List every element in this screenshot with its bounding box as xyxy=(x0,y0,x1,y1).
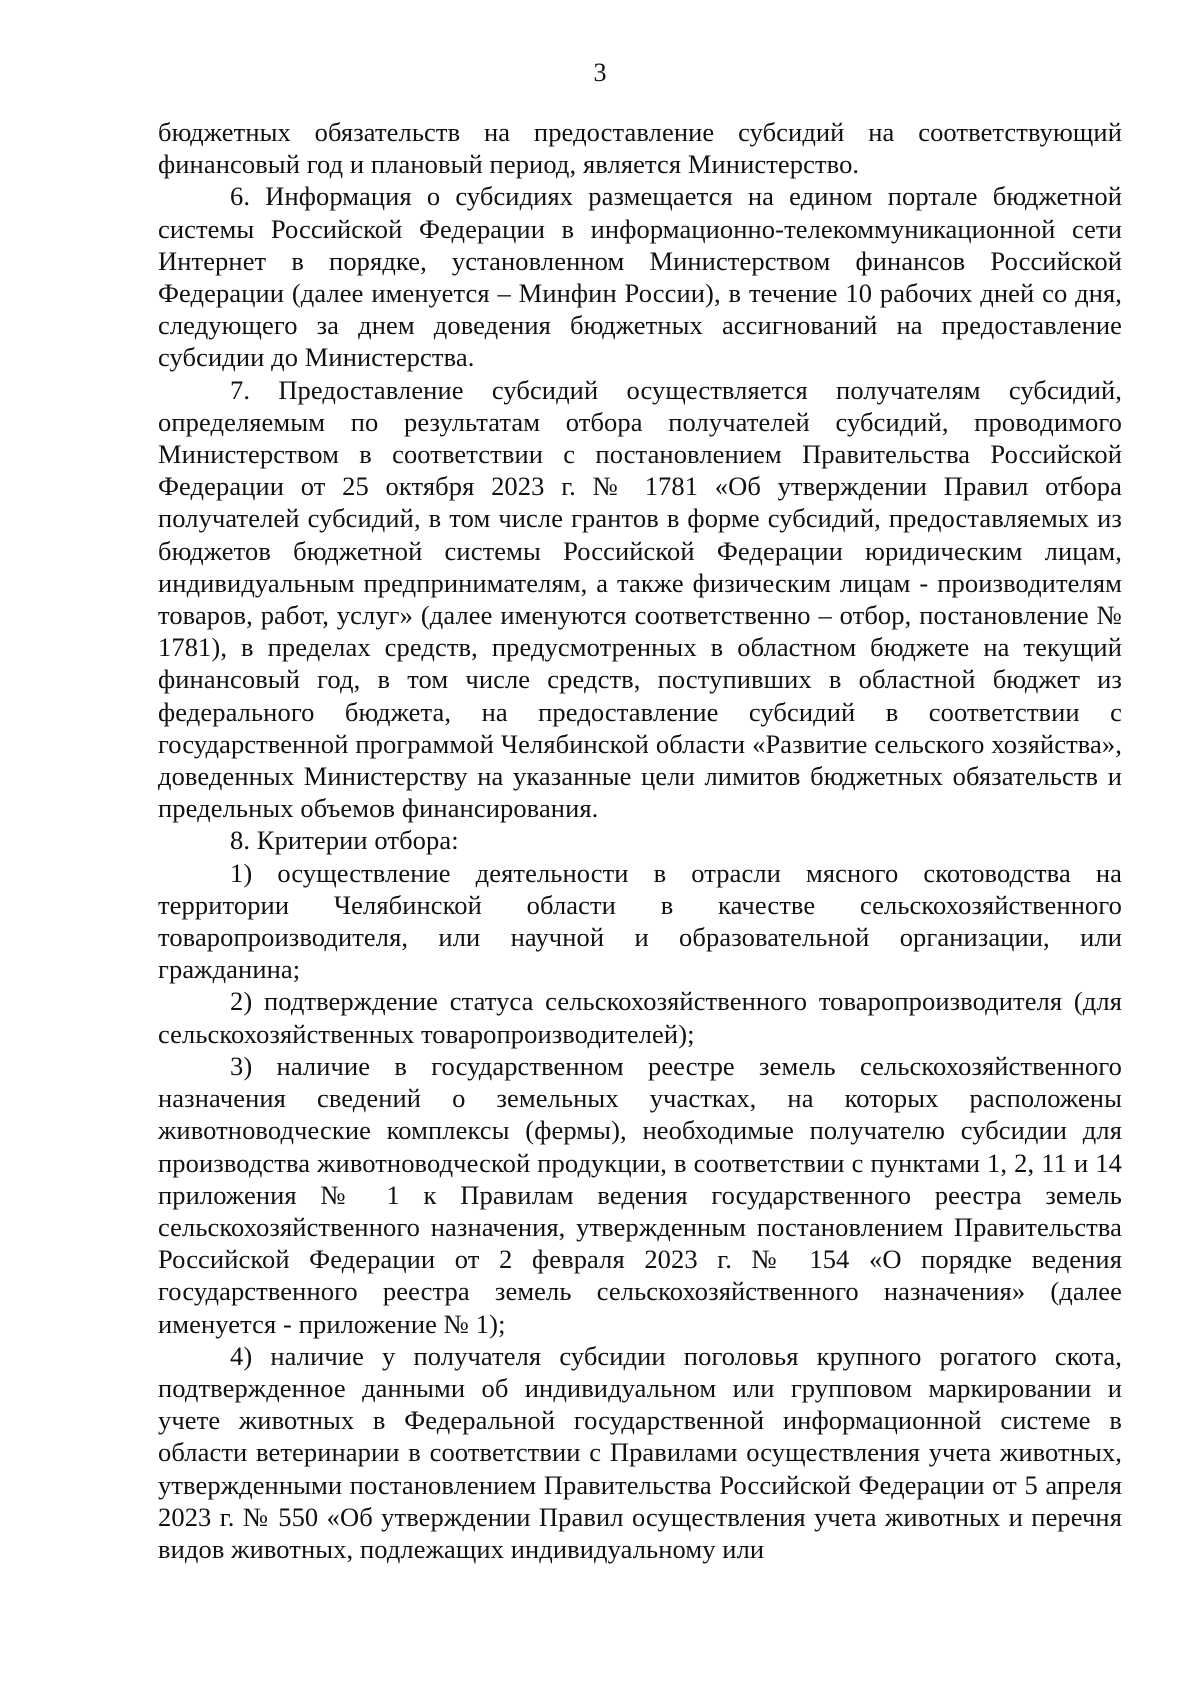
criterion-3: 3) наличие в государственном реестре земель сельскохозяйственного назначения сведений о земельных участках, на которых расположены животноводческие комплексы (фермы), необходимые получателю субсидии для производства животноводческой продукции, в соответствии с пунктами 1, 2, 11 и 14 приложения № 1 к Правилам ведения государственного реестра земель сельскохозяйственного назначения, утвержденным постановлением Правительства Российской Федерации от 2 февраля 2023 г. № 154 «О порядке ведения государственного реестра земель сельскохозяйственного назначения» (далее именуется - приложение № 1); xyxy=(158,1050,1122,1339)
paragraph-item-8-heading: 8. Критерии отбора: xyxy=(230,825,459,856)
paragraph-item-6: 6. Информация о субсидиях размещается на едином портале бюджетной системы Российской Федерации в информационно-телекоммуникационной сети Интернет в порядке, установленном Министерством финансов Российской Федерации (далее именуется – Минфин России), в течение 10 рабочих дней со дня, следующего за днем доведения бюджетных ассигнований на предоставление субсидии до Министерства. xyxy=(158,181,1122,373)
paragraph-continuation: бюджетных обязательств на предоставление субсидий на соответствующий финансовый год и плановый период, является Министерство. xyxy=(158,117,1122,180)
criterion-2: 2) подтверждение статуса сельскохозяйственного товаропроизводителя (для сельскохозяйственных товаропроизводителей); xyxy=(158,986,1122,1049)
document-body xyxy=(158,116,1122,1565)
criterion-4: 4) наличие у получателя субсидии поголовья крупного рогатого скота, подтвержденное данными об индивидуальном или групповом маркировании и учете животных в Федеральной государственной информационной системе в области ветеринарии в соответствии с Правилами осуществления учета животных, утвержденными постановлением Правительства Российской Федерации от 5 апреля 2023 г. № 550 «Об утверждении Правил осуществления учета животных и перечня видов животных, подлежащих индивидуальному или xyxy=(158,1340,1122,1564)
criterion-1: 1) осуществление деятельности в отрасли мясного скотоводства на территории Челябинской области в качестве сельскохозяйственного товаропроизводителя, или научной и образовательной организации, или гражданина; xyxy=(158,857,1122,985)
page-number: 3 xyxy=(593,58,607,87)
paragraph-item-7: 7. Предоставление субсидий осуществляется получателям субсидий, определяемым по результатам отбора получателей субсидий, проводимого Министерством в соответствии с постановлением Правительства Российской Федерации от 25 октября 2023 г. № 1781 «Об утверждении Правил отбора получателей субсидий, в том числе грантов в форме субсидий, предоставляемых из бюджетов бюджетной системы Российской Федерации юридическим лицам, индивидуальным предпринимателям, а также физическим лицам - производителям товаров, работ, услуг» (далее именуются соответственно – отбор, постановление № 1781), в пределах средств, предусмотренных в областном бюджете на текущий финансовый год, в том числе средств, поступивших в областной бюджет из федерального бюджета, на предоставление субсидий в соответствии с государственной программой Челябинской области «Развитие сельского хозяйства», доведенных Министерству на указанные цели лимитов бюджетных обязательств и предельных объемов финансирования. xyxy=(158,374,1122,824)
